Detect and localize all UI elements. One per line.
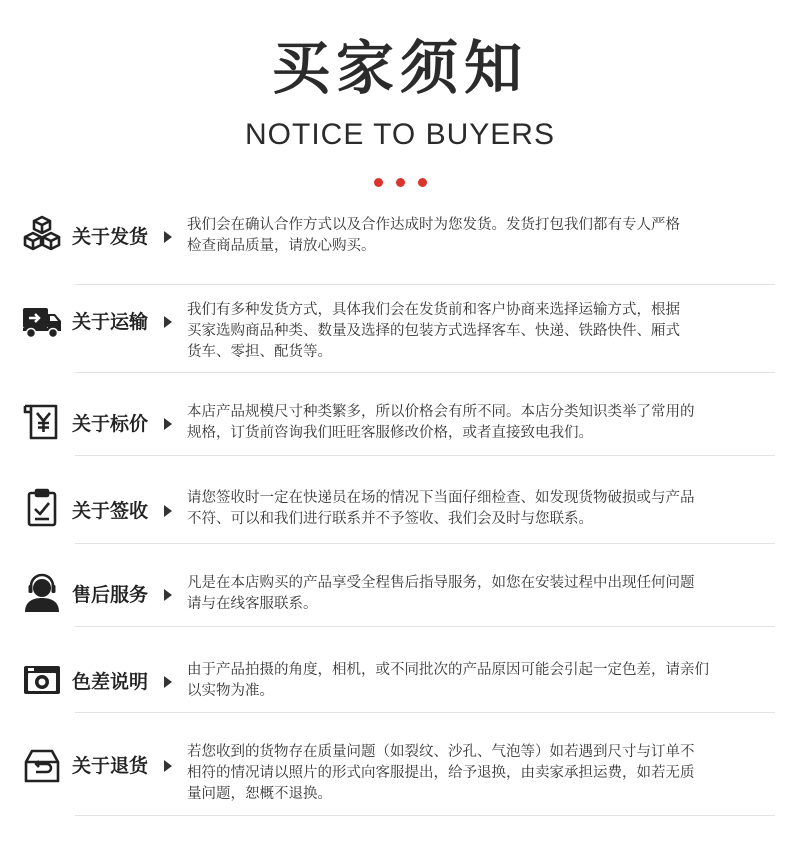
notice-item-transport	[0, 300, 800, 386]
caret-right-icon	[164, 676, 172, 688]
item-description: 凡是在本店购买的产品享受全程售后指导服务，如您在安装过程中出现任何问题 请与在线客服联系。	[187, 575, 695, 612]
dot	[396, 178, 405, 187]
notice-item-after-sales	[0, 568, 800, 654]
dot	[418, 178, 427, 187]
caret-right-icon	[164, 505, 172, 517]
item-description: 我们会在确认合作方式以及合作达成时为您发货。发货打包我们都有专人严格 检查商品质量，请放心购买。	[187, 217, 680, 254]
caret-right-icon	[164, 760, 172, 772]
notice-item-pricing	[0, 397, 800, 483]
caret-right-icon	[164, 316, 172, 328]
item-description: 本店产品规模尺寸种类繁多，所以价格会有所不同。本店分类知识类举了常用的 规格，订货前咨询我们旺旺客服修改价格，或者直接致电我们。	[187, 404, 695, 441]
camera-icon	[22, 659, 62, 699]
item-label: 色差说明	[72, 671, 149, 693]
notice-item-shipping	[0, 210, 800, 296]
clipboard-check-icon	[22, 488, 62, 528]
notice-item-signing	[0, 484, 800, 570]
divider	[75, 372, 775, 373]
caret-right-icon	[164, 589, 172, 601]
item-description: 我们有多种发货方式，具体我们会在发货前和客户协商来选择运输方式，根据 买家选购商品种类、数量及选择的包装方式选择客车、快递、铁路快件、厢式 货车、零担、配货等。	[187, 302, 680, 360]
boxes-icon	[22, 214, 62, 254]
divider	[75, 543, 775, 544]
item-label: 关于退货	[72, 755, 149, 777]
price-tag-icon	[22, 402, 62, 442]
item-label: 关于签收	[72, 500, 149, 522]
item-label: 关于发货	[72, 226, 149, 248]
divider	[75, 455, 775, 456]
notice-item-returns	[0, 742, 800, 828]
page-title: 买家须知	[271, 34, 528, 102]
delivery-truck-icon	[22, 302, 62, 342]
notice-item-color-difference	[0, 655, 800, 741]
divider	[75, 712, 775, 713]
item-label: 关于标价	[72, 413, 149, 435]
divider	[75, 626, 775, 627]
item-description: 请您签收时一定在快递员在场的情况下当面仔细检查、如发现货物破损或与产品 不符、可以和我们进行联系并不予签收、我们会及时与您联系。	[187, 490, 695, 527]
item-label: 关于运输	[72, 311, 149, 333]
page-subtitle: NOTICE TO BUYERS	[245, 118, 555, 151]
return-box-icon	[22, 746, 62, 786]
item-label: 售后服务	[72, 584, 149, 606]
divider	[75, 284, 775, 285]
dot	[374, 178, 383, 187]
customer-service-icon	[22, 573, 62, 613]
decorative-dots	[0, 178, 800, 187]
caret-right-icon	[164, 231, 172, 243]
caret-right-icon	[164, 418, 172, 430]
divider	[75, 815, 775, 816]
item-description: 由于产品拍摄的角度，相机，或不同批次的产品原因可能会引起一定色差，请亲们 以实物为准。	[187, 662, 709, 699]
item-description: 若您收到的货物存在质量问题（如裂纹、沙孔、气泡等）如若遇到尺寸与订单不 相符的情况请以照片的形式向客服提出，给予退换，由卖家承担运费，如若无质 量问题，恕概不退换。	[187, 744, 695, 802]
